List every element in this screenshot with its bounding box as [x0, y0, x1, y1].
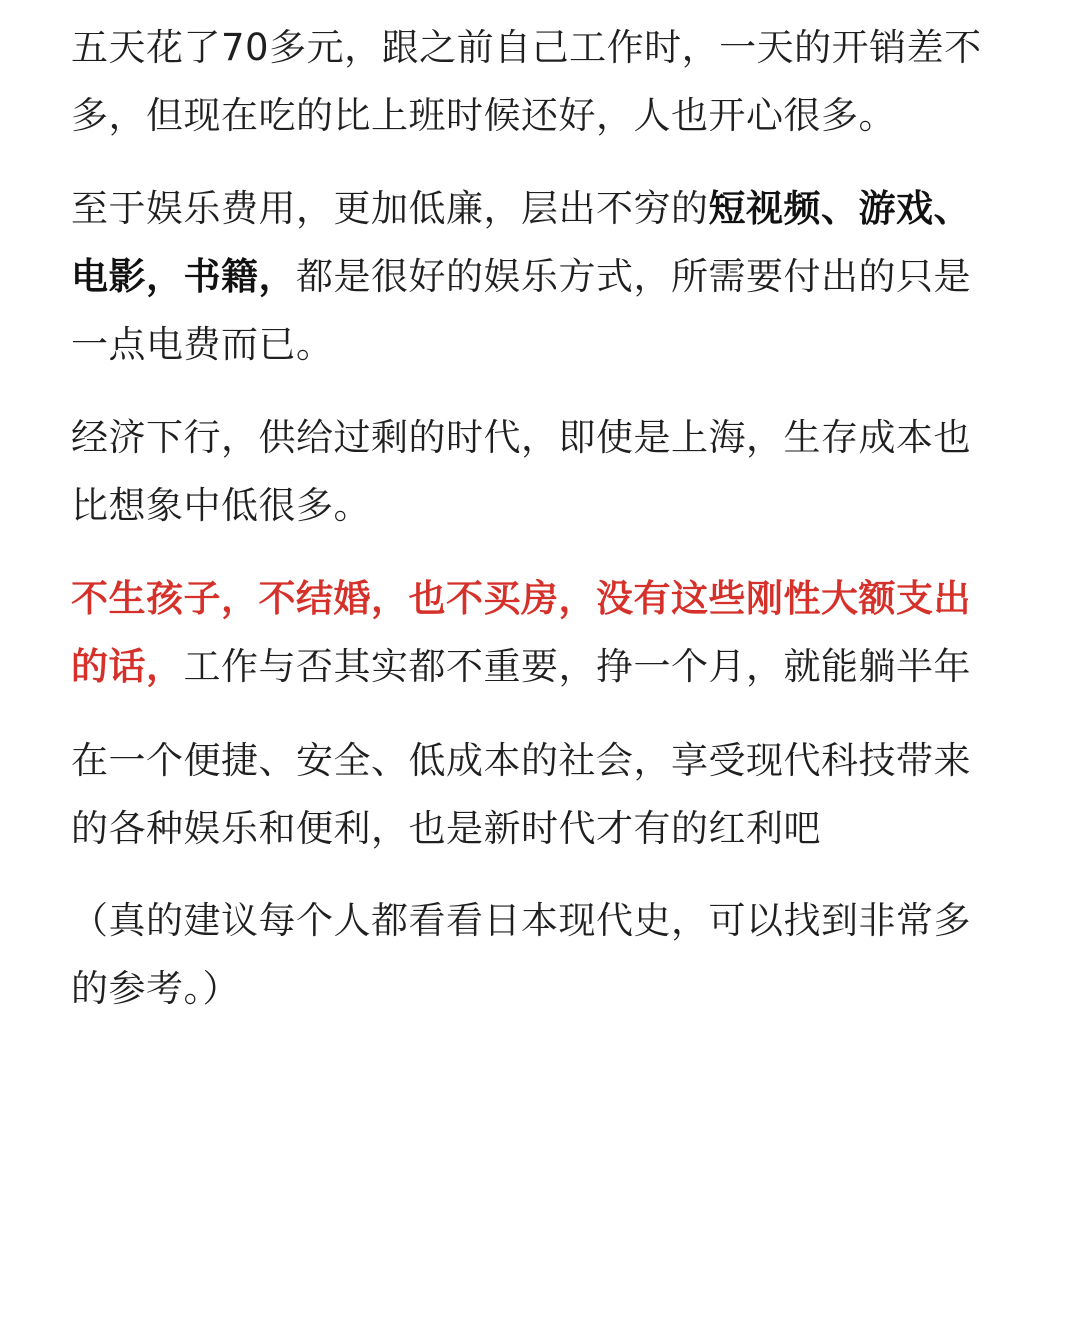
paragraph-note: （真的建议每个人都看看日本现代史，可以找到非常多的参考。）	[71, 899, 971, 1010]
bold-short-video: 短视频	[708, 187, 821, 230]
bold-separator: 、	[933, 187, 971, 230]
article-body	[71, 14, 991, 1045]
paragraph-expenses: 五天花了70多元，跟之前自己工作时，一天的开销差不多，但现在吃的比上班时候还好，人也开心很多。	[71, 26, 982, 137]
bold-separator: 、	[821, 187, 859, 230]
paragraph-text: 至于娱乐费用，更加低廉，层出不穷的	[71, 187, 709, 230]
bold-games: 游戏	[858, 187, 934, 230]
bold-movies: 电影	[71, 255, 146, 298]
bold-books: 书籍	[183, 255, 259, 298]
paragraph-economy: 经济下行，供给过剩的时代，即使是上海，生存成本也比想象中低很多。	[71, 416, 971, 527]
paragraph-text: 工作与否其实都不重要，挣一个月，就能躺半年	[183, 645, 971, 688]
paragraph-text: 都是很好的娱乐方式，所需要付出的只是一点电费而已。	[71, 255, 971, 366]
bold-separator: ，	[146, 255, 184, 298]
paragraph-entertainment	[71, 175, 991, 379]
bold-separator: ，	[258, 255, 296, 298]
highlight-red-text: 不生孩子，不结婚，也不买房，没有这些刚性大额支出的话，	[71, 577, 971, 688]
paragraph-no-big-expenses	[71, 565, 991, 701]
paragraph-modern-society: 在一个便捷、安全、低成本的社会，享受现代科技带来的各种娱乐和便利，也是新时代才有的红利吧	[71, 739, 971, 850]
